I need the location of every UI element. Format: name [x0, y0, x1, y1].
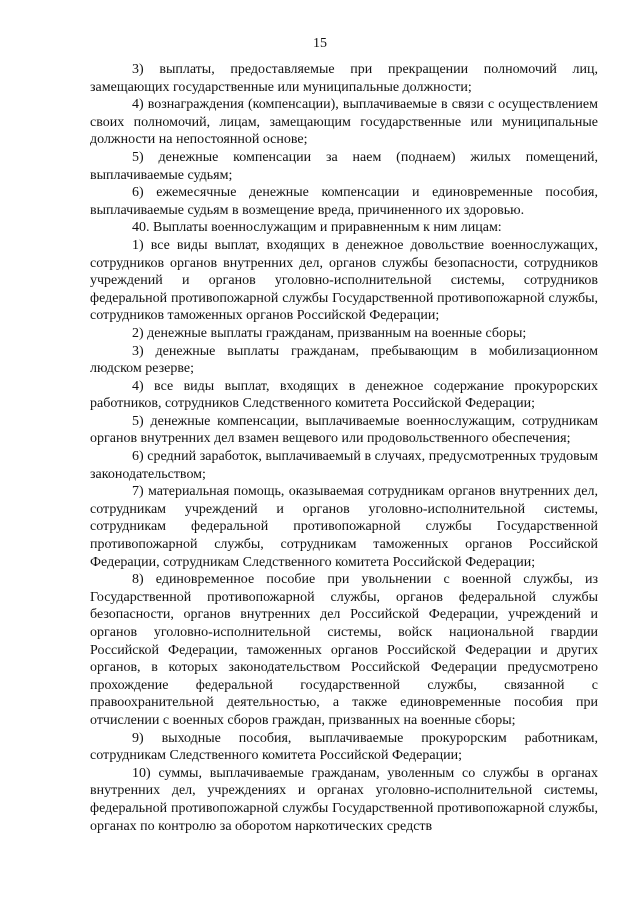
paragraph-40-8: 8) единовременное пособие при увольнении с военной службы, из Государственной противопожарной службы, органов федеральной службы безопасности, органов внутренних дел Российской Федерации, учреждений и органов уголовно-исполнительной системы, войск национальной гвардии Российской Федерации, таможенных органов Российской Федерации и других органов, в которых законодательством Российской Федерации предусмотрено прохождение федеральной государственной службы, связанной с правоохранительной деятельностью, а также единовременные пособия при отчислении с военных сборов граждан, призванных на военные сборы;: [90, 572, 598, 728]
paragraph-40-2: 2) денежные выплаты гражданам, призванным на военные сборы;: [132, 325, 527, 341]
paragraph-40-9: 9) выходные пособия, выплачиваемые прокурорским работникам, сотрудникам Следственного комитета Российской Федерации;: [90, 730, 598, 764]
section-40-heading: 40. Выплаты военнослужащим и приравненным к ним лицам:: [132, 220, 502, 236]
paragraph-40-4: 4) все виды выплат, входящих в денежное содержание прокурорских работников, сотрудников Следственного комитета Российской Федерации;: [90, 378, 598, 412]
paragraph-39-6: 6) ежемесячные денежные компенсации и единовременные пособия, выплачиваемые судьям в возмещение вреда, причиненного их здоровью.: [90, 185, 598, 218]
page-number: 15: [313, 36, 327, 51]
paragraph-39-3: 3) выплаты, предоставляемые при прекращении полномочий лиц, замещающих государственные или муниципальные должности;: [90, 62, 598, 95]
document-body: [90, 61, 598, 835]
paragraph-39-5: 5) денежные компенсации за наем (поднаем) жилых помещений, выплачиваемые судьям;: [90, 149, 598, 183]
paragraph-39-4: 4) вознаграждения (компенсации), выплачиваемые в связи с осуществлением своих полномочий, лицам, замещающим государственные или муниципальные должности на непостоянной основе;: [90, 97, 598, 148]
paragraph-40-1: 1) все виды выплат, входящих в денежное довольствие военнослужащих, сотрудников органов внутренних дел, органов службы безопасности, сотрудников учреждений и органов уголовно-исполнительной системы, сотрудников федеральной противопожарной службы Государственной противопожарной службы, сотрудников таможенных органов Российской Федерации;: [90, 237, 598, 324]
paragraph-40-5: 5) денежные компенсации, выплачиваемые военнослужащим, сотрудникам органов внутренних дел взамен вещевого или продовольственного обеспечения;: [90, 413, 598, 447]
paragraph-40-6: 6) средний заработок, выплачиваемый в случаях, предусмотренных трудовым законодательством;: [90, 449, 598, 482]
paragraph-40-10: 10) суммы, выплачиваемые гражданам, уволенным со службы в органах внутренних дел, учреждениях и органах уголовно-исполнительной системы, федеральной противопожарной службы Государственной противопожарной службы, органах по контролю за оборотом наркотических средств: [90, 765, 598, 834]
paragraph-40-3: 3) денежные выплаты гражданам, пребывающим в мобилизационном людском резерве;: [90, 343, 598, 377]
paragraph-40-7: 7) материальная помощь, оказываемая сотрудникам органов внутренних дел, сотрудникам учреждений и органов уголовно-исполнительной системы, сотрудникам федеральной противопожарной службы Государственной противопожарной службы, сотрудникам таможенных органов Российской Федерации, сотрудникам Следственного комитета Российской Федерации;: [90, 484, 598, 570]
